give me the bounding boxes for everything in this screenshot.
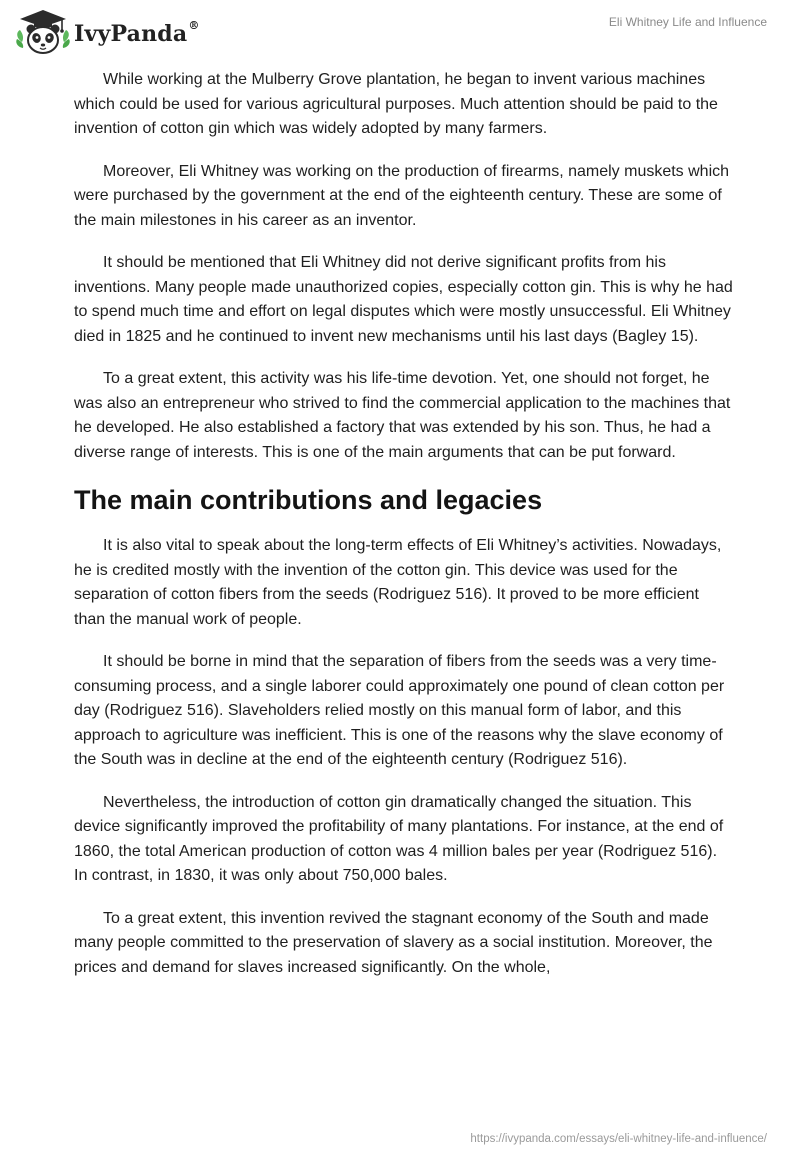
paragraph: Moreover, Eli Whitney was working on the production of firearms, namely muskets which were purchased by the government at the end of the eighteenth century. These are some of the main milestones in his career as an inventor. — [74, 162, 730, 229]
paragraph: It is also vital to speak about the long-term effects of Eli Whitney’s activities. Nowadays, he is credited mostly with the invention of the cotton gin. This device was used for the separation of cotton fibers from the seeds (Rodriguez 516). It proved to be more efficient than the manual work of people. — [74, 537, 722, 628]
section-heading: The main contributions and legacies — [74, 485, 543, 515]
document-title: Eli Whitney Life and Influence — [608, 15, 767, 29]
paragraph: While working at the Mulberry Grove plantation, he began to invent various machines which could be used for various agricultural purposes. Much attention should be paid to the invention of cotton gin which was widely adopted by many farmers. — [74, 71, 718, 137]
logo-wordmark — [74, 21, 200, 47]
essay-content — [74, 68, 734, 998]
logo-text: IvyPanda — [74, 21, 188, 47]
paragraph: To a great extent, this activity was his life-time devotion. Yet, one should not forget, he was also an entrepreneur who strived to find the commercial application to the machines that he developed. He also established a factory that was extended by his son. Thus, he had a diverse range of interests. This is one of the main arguments that can be put forward. — [74, 370, 731, 461]
paragraph: It should be borne in mind that the separation of fibers from the seeds was a very time-consuming process, and a single laborer could approximately one pound of clean cotton per day (Rodriguez 516). Slaveholders relied mostly on this manual form of labor, and this approach to agriculture was inefficient. This is one of the reasons why the slave economy of the South was in decline at the end of the eighteenth century (Rodriguez 516). — [74, 653, 725, 768]
paragraph: It should be mentioned that Eli Whitney did not derive significant profits from his inventions. Many people made unauthorized copies, especially cotton gin. This is why he had to spend much time and effort on legal disputes which were mostly unsuccessful. Eli Whitney died in 1825 and he continued to invent new mechanisms until his last days (Bagley 15). — [74, 254, 733, 345]
paragraph: To a great extent, this invention revived the stagnant economy of the South and made many people committed to the preservation of slavery as a social institution. Moreover, the prices and demand for slaves increased significantly. On the whole, — [74, 909, 713, 976]
ivypanda-logo[interactable] — [14, 8, 200, 58]
registered-mark: ® — [188, 19, 200, 32]
paragraph: Nevertheless, the introduction of cotton gin dramatically changed the situation. This device significantly improved the profitability of many plantations. For instance, at the end of 1860, the total American production of cotton was 4 million bales per year (Rodriguez 516). In contrast, in 1830, it was only about 750,000 bales. — [74, 793, 724, 884]
source-url[interactable]: https://ivypanda.com/essays/eli-whitney-life-and-influence/ — [470, 1133, 767, 1145]
page-header — [0, 0, 800, 70]
panda-logo-icon — [14, 8, 72, 58]
